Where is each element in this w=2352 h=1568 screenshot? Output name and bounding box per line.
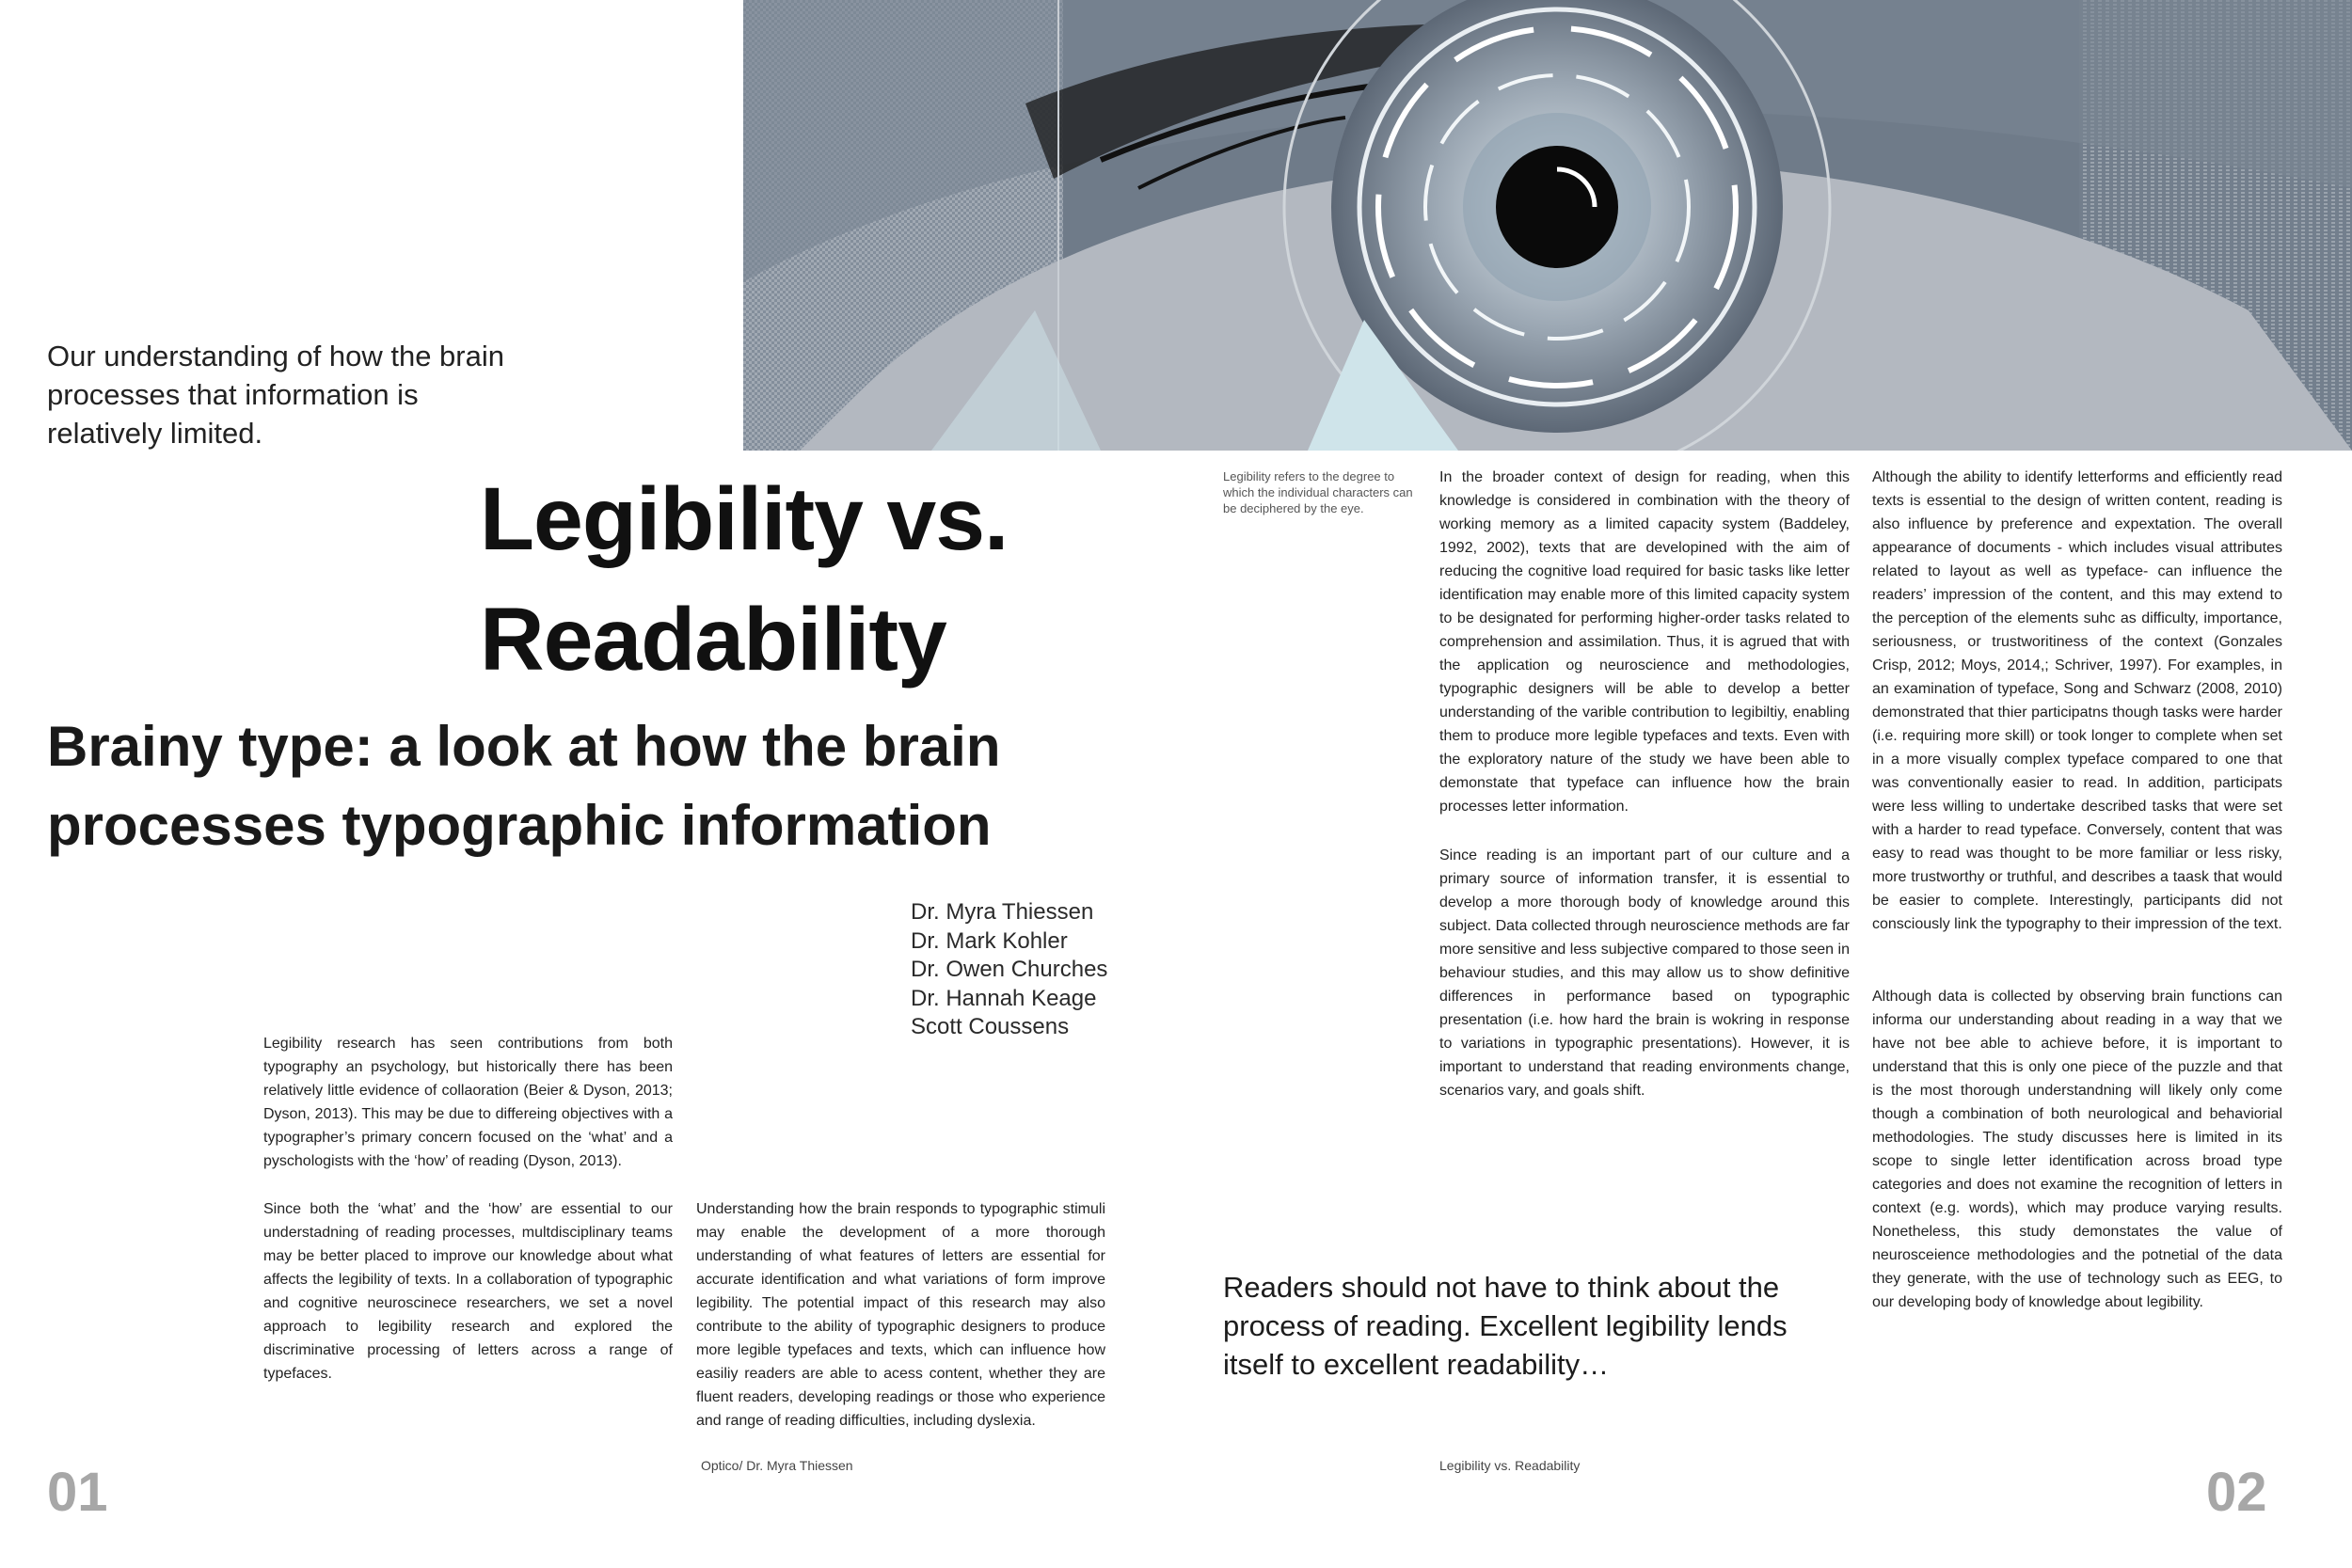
body-paragraph: Although the ability to identify letterforms and efficiently read texts is essential to the design of written content, reading is also influence by preference and expextation. The overall appearance of documents - which includes visual attributes related to layout as well as typeface- can influence the readers’ impression of the content, and this may extend to the perception of the elements suhc as difficulty, importance, seriousness, or trustworitiness of the context (Gonzales Crisp, 2012; Moys, 2014,; Schriver, 1997). For examples, in an examination of typeface, Song and Schwarz (2008, 2010) demonstrated that thier participatns though tasks were harder (i.e. requiring more skill) or took longer to complete when set in a more visually complex typeface compared to one that was conventionally easier to read. In addition, participats were less willing to undertake described tasks that were set with a harder to read typeface. Conversely, content that was easy to read was thought to be more familiar or less risky, more trustworthy or truthful, and describes a taask that would be easier to complete. Interestingly, participants did not consciously link the typography to their impression of the text. bbox=[1872, 469, 2282, 932]
author-name: Dr. Owen Churches bbox=[911, 957, 1108, 982]
subtitle bbox=[47, 707, 1082, 865]
author-name: Dr. Mark Kohler bbox=[911, 927, 1068, 954]
subtitle-line-2: processes typographic information bbox=[47, 794, 992, 857]
body-paragraph: Legibility research has seen contributions from both typography an psychology, but historically there has been relatively little evidence of collaoration (Beier & Dyson, 2013; Dyson, 2013). This may be due to differeing objectives with a typographer’s primary concern focused on the ‘what’ and a pyschologists with the ‘how’ of reading (Dyson, 2013). bbox=[263, 1036, 673, 1169]
page-number: 01 bbox=[47, 1462, 108, 1523]
body-paragraph: Although data is collected by observing brain functions can informa our understanding about reading in a way that we have not bee able to achieve before, it is important to understand that this is only one piece of the puzzle and that is the most thorough understandning will likely only come though a combination of both neurological and behaviorial methodologies. The study discusses here is limited in its scope to single letter identification across broad type categories and does not examine the recognition of letters in context (e.g. words), which may produce varying results. Nonetheless, this study demonstates the value of neurosceience methodologies and the potnetial of the data they generate, with the use of technology such as EEG, to our developing body of knowledge about legibility. bbox=[1872, 989, 2282, 1310]
title-line-1: Legibility vs. bbox=[480, 469, 1009, 569]
subtitle-line-1: Brainy type: a look at how the brain bbox=[47, 715, 1001, 778]
page-number: 02 bbox=[2206, 1462, 2267, 1523]
eye-illustration bbox=[743, 0, 2352, 451]
author-list bbox=[911, 898, 1107, 1042]
author-name: Dr. Hannah Keage bbox=[911, 985, 1097, 1011]
body-paragraph: Understanding how the brain responds to typographic stimuli may enable the development of a more thorough understanding of what features of letters are essential for accurate identification and what variations of form improve legibility. The potential impact of this research may also contribute to the ability of typographic designers to produce more legible typefaces and texts, which can influence how easiliy readers are able to acess content, whether they are fluent readers, developing readings or those who experience and range of reading difficulties, including dyslexia. bbox=[696, 1201, 1105, 1429]
pull-quote: Readers should not have to think about the process of reading. Excellent legibility lends itself to excellent readability… bbox=[1223, 1271, 1788, 1381]
author-name: Dr. Myra Thiessen bbox=[911, 899, 1094, 925]
body-paragraph: Since both the ‘what’ and the ‘how’ are essential to our understadning of reading processes, multdisciplinary teams may be better placed to improve our knowledge about what affects the legibility of texts. In a collaboration of typographic and cognitive neuroscinece researchers, we set a novel approach to legibility research and explored the discriminative processing of letters across a range of typefaces. bbox=[263, 1201, 673, 1382]
page-footer: Legibility vs. Readability bbox=[1439, 1458, 1581, 1473]
page-footer: Optico/ Dr. Myra Thiessen bbox=[701, 1458, 853, 1473]
hero-eye-illustration bbox=[743, 0, 2352, 451]
page-title bbox=[480, 459, 1176, 700]
lead-text: Our understanding of how the brain processes that information is relatively limited. bbox=[47, 340, 504, 450]
author-name: Scott Coussens bbox=[911, 1014, 1070, 1039]
body-paragraph: Since reading is an important part of our culture and a primary source of information transfer, it is essential to develop a more thorough body of knowledge around this subject. Data collected through neuroscience methods are far more sensitive and less subjective compared to those seen in behaviour studies, and this may allow us to show definitive differences in performance based on typographic presentation (i.e. how hard the brain is wokring in response to variations in typographic presentations). However, it is important to understand that reading environments change, scenarios vary, and goals shift. bbox=[1439, 847, 1850, 1099]
title-line-2: Readability bbox=[480, 590, 946, 689]
image-caption: Legibility refers to the degree to which the individual characters can be deciphered by the eye. bbox=[1223, 469, 1413, 515]
body-paragraph: In the broader context of design for reading, when this knowledge is considered in combination with the theory of working memory as a limited capacity system (Baddeley, 1992, 2002), texts that are developined with the aim of reducing the cognitive load required for basic tasks like letter identification may enable more of this limited capacity system to be designated for performing higher-order tasks related to comprehension and assimilation. Thus, it is agrued that with the application og neuroscience and methodologies, typographic designers will be able to develop a better understanding of the varible contribution to legibiltiy, enabling them to produce more legible typefaces and texts. Even with the exploratory nature of the study we have been able to demonstate that typeface can influence how the brain processes letter information. bbox=[1439, 469, 1850, 815]
